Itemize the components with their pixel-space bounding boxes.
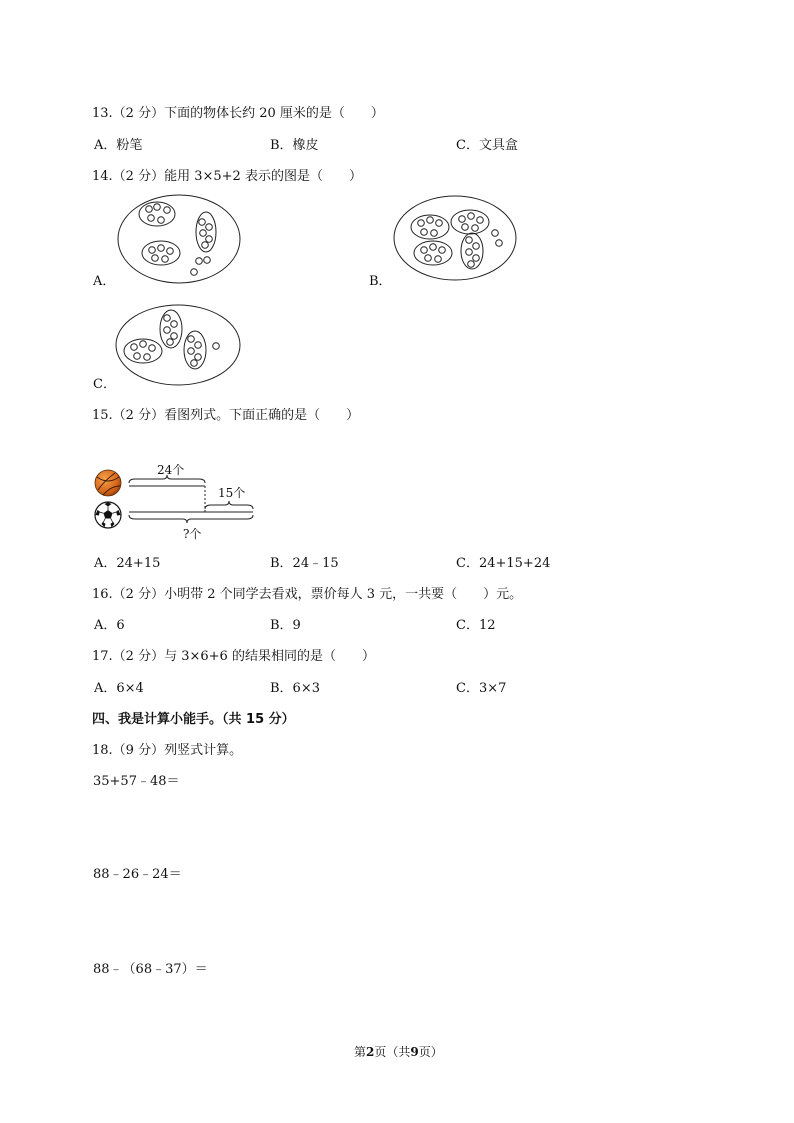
q13-option-b: B．橡皮 [270, 138, 319, 153]
question-14-stem: 14.（2 分）能用 3×5+2 表示的图是（ ） [92, 169, 362, 184]
footer-prefix: 第 [354, 1045, 367, 1059]
footer-page-number: 2 [366, 1045, 375, 1059]
q13-option-a: A．粉笔 [94, 138, 143, 153]
section-4-heading: 四、我是计算小能手。（共 15 分） [92, 712, 295, 727]
q15-label-15: 15个 [218, 486, 246, 500]
q14-option-a-label: A． [93, 274, 116, 289]
footer-total-pages: 9 [410, 1045, 419, 1059]
q18-expression-3: 88﹣（68﹣37）＝ [93, 962, 208, 977]
q17-option-b: B．6×3 [270, 681, 320, 696]
q14-figure-c [115, 304, 241, 386]
q17-option-c: C．3×7 [456, 681, 507, 696]
q15-option-a: A．24+15 [94, 556, 161, 571]
q14-figure-a [117, 194, 241, 284]
q15-label-unknown: ?个 [183, 527, 202, 541]
q15-option-c: C．24+15+24 [456, 556, 551, 571]
q18-expression-1: 35+57﹣48＝ [93, 774, 180, 789]
footer-suffix: 页） [418, 1045, 443, 1059]
q15-option-b: B．24﹣15 [270, 556, 339, 571]
page-footer [354, 1043, 443, 1060]
q14-option-b-label: B． [369, 274, 392, 289]
question-17-stem: 17.（2 分）与 3×6+6 的结果相同的是（ ） [92, 649, 375, 664]
q13-option-c: C．文具盒 [456, 138, 518, 153]
question-15-stem: 15.（2 分）看图列式。下面正确的是（ ） [92, 408, 360, 423]
soccer-ball-icon [94, 501, 122, 529]
question-18-stem: 18.（9 分）列竖式计算。 [92, 743, 243, 758]
footer-mid: 页（共 [374, 1045, 411, 1059]
question-16-stem: 16.（2 分）小明带 2 个同学去看戏，票价每人 3 元，一共要（ ）元。 [92, 587, 523, 602]
q16-option-a: A．6 [94, 618, 125, 633]
q14-option-c-label: C． [93, 377, 116, 392]
q14-figure-b [393, 195, 517, 281]
q16-option-b: B．9 [270, 618, 301, 633]
basketball-icon [94, 469, 122, 497]
q18-expression-2: 88﹣26﹣24＝ [93, 867, 182, 882]
q16-option-c: C．12 [456, 618, 496, 633]
q17-option-a: A．6×4 [94, 681, 144, 696]
question-13-stem: 13.（2 分）下面的物体长约 20 厘米的是（ ） [92, 106, 384, 121]
q15-label-24: 24个 [157, 463, 185, 477]
